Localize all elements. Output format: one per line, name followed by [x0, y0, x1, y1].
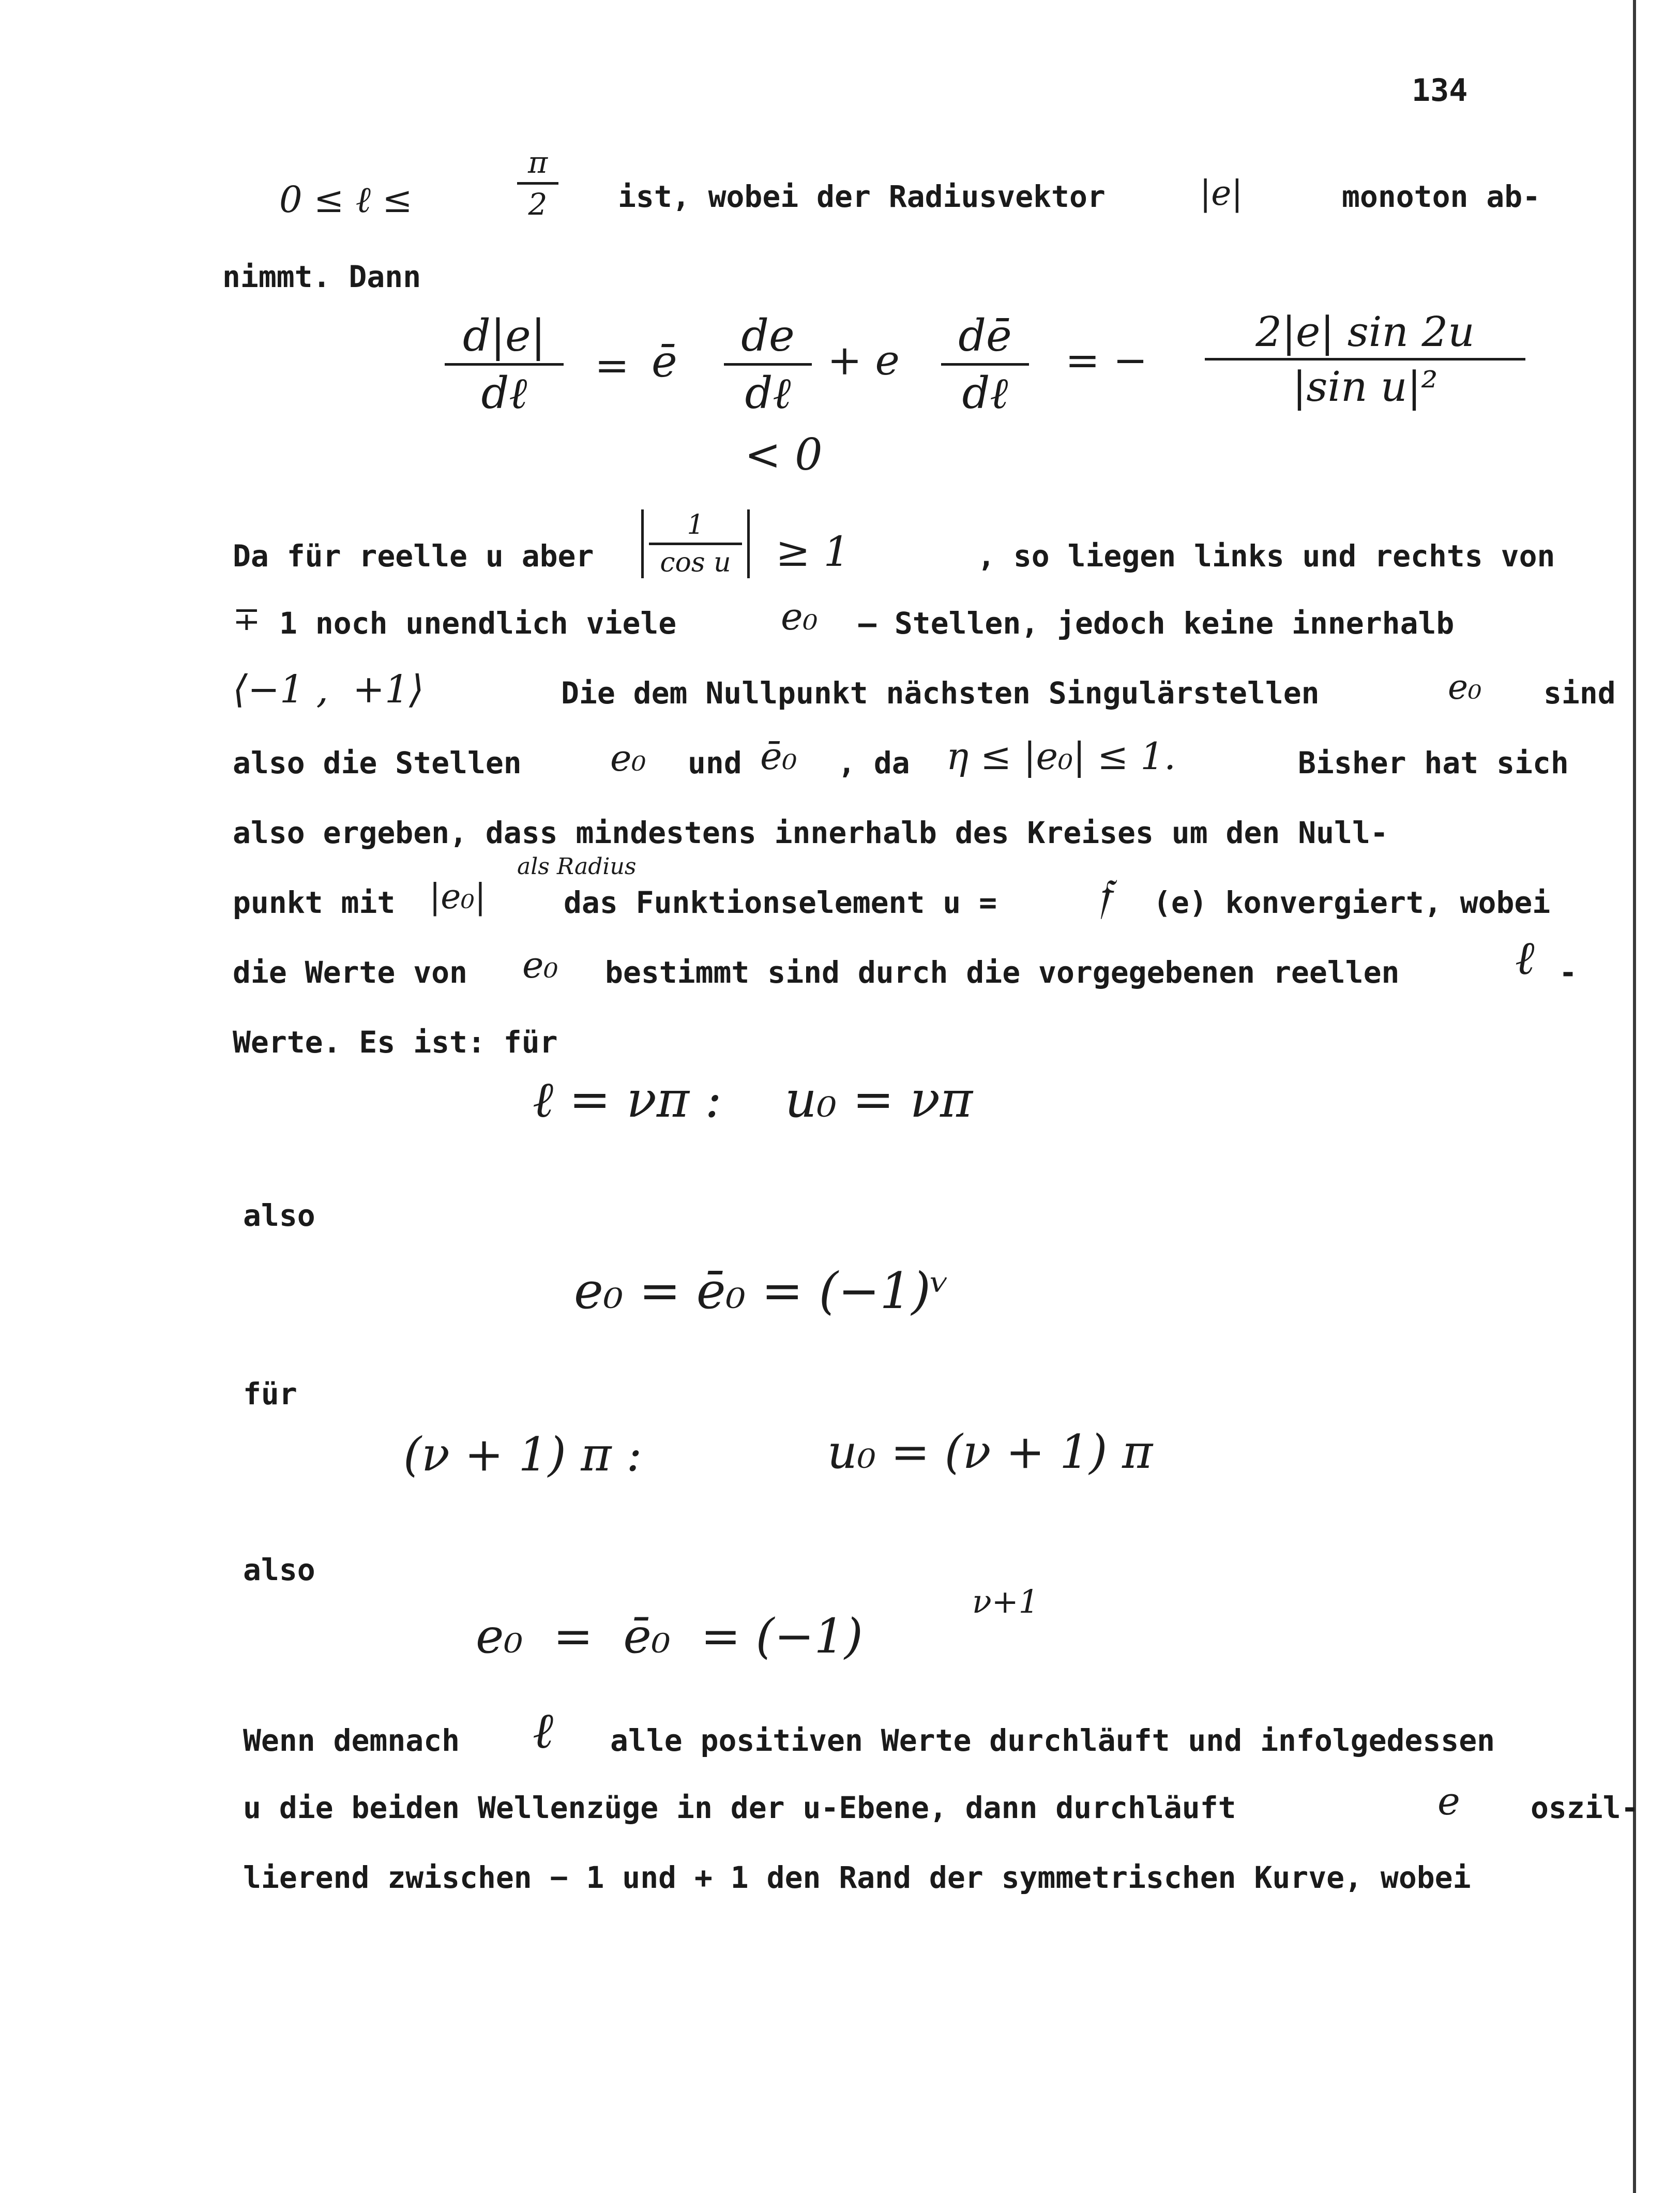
math-ge-one: ≥ 1 — [776, 528, 850, 576]
math-e0: e₀ — [1448, 667, 1482, 707]
text-line: Werte. Es ist: für — [233, 1025, 558, 1060]
text-line: punkt mit — [233, 885, 396, 920]
math-abs-e: |e| — [1200, 173, 1243, 213]
text-line: also — [243, 1198, 315, 1233]
math-ell: ℓ — [1515, 931, 1535, 985]
math-minus-plus: ∓ — [233, 600, 261, 638]
math-equals-minus: = − — [1065, 336, 1148, 384]
text-line: also ergeben, dass mindestens innerhalb des Kreises um den Null- — [233, 815, 1388, 850]
math-e0: e₀ — [610, 737, 646, 779]
fraction-denominator: cos u — [660, 547, 731, 578]
text-line: oszil- — [1531, 1790, 1639, 1825]
text-line: Die dem Nullpunkt nächsten Singulärstellen — [561, 675, 1320, 711]
text-line: also die Stellen — [233, 745, 522, 780]
fraction-numerator: 1 — [687, 509, 704, 540]
text-line: - — [1559, 955, 1577, 990]
text-line: und — [688, 745, 742, 780]
math-equation-4b: u₀ = (ν + 1) π — [827, 1425, 1153, 1479]
math-equation-3: e₀ = ē₀ = (−1)ᵛ — [574, 1262, 949, 1320]
math-equation-5: e₀ = ē₀ = (−1) — [476, 1609, 863, 1664]
page-edge-shadow — [1633, 0, 1636, 2193]
text-line: monoton ab- — [1342, 179, 1541, 214]
fraction-numerator: π — [527, 145, 548, 180]
text-line: lierend zwischen − 1 und + 1 den Rand der symmetrischen Kurve, wobei — [243, 1860, 1471, 1895]
math-abs-e0: |e₀| — [429, 877, 486, 917]
fraction-denominator: dℓ — [962, 368, 1008, 418]
fraction-bar — [724, 363, 812, 366]
fraction-numerator: 2|e| sin 2u — [1255, 308, 1475, 356]
math-equation-2: ℓ = νπ : u₀ = νπ — [533, 1071, 973, 1129]
fraction-denominator: dℓ — [481, 368, 527, 418]
math-function-f: 𝔣 — [1096, 869, 1110, 923]
text-line: für — [243, 1376, 297, 1411]
math-e: e — [1437, 1779, 1460, 1824]
text-line: — Stellen, jedoch keine innerhalb — [858, 606, 1455, 641]
text-line: die Werte von — [233, 955, 467, 990]
text-line: alle positiven Werte durchläuft und infolgedessen — [610, 1723, 1495, 1758]
math-inequality: 0 ≤ ℓ ≤ — [279, 178, 413, 221]
fraction-numerator: de — [741, 310, 795, 361]
math-e0: e₀ — [781, 595, 818, 638]
math-fraction-rhs — [1205, 308, 1525, 411]
math-fraction-lhs — [445, 310, 564, 419]
fraction-numerator: d|e| — [462, 310, 546, 361]
text-line: (e) konvergiert, wobei — [1153, 885, 1551, 920]
math-exponent: ν+1 — [972, 1583, 1039, 1620]
text-line: Bisher hat sich — [1298, 745, 1569, 780]
handwritten-insertion: als Radius — [517, 853, 637, 880]
math-fraction-de-dl — [724, 310, 812, 419]
math-abs-fraction — [641, 509, 750, 578]
fraction-denominator: |sin u|² — [1292, 363, 1438, 411]
math-bound: η ≤ |e₀| ≤ 1. — [946, 734, 1176, 778]
fraction-bar — [445, 363, 564, 366]
math-ell: ℓ — [533, 1702, 553, 1760]
math-interval: ⟨−1 , +1⟩ — [233, 667, 424, 712]
math-plus-e: + e — [827, 336, 900, 384]
text-line: , da — [838, 745, 910, 780]
text-line: also — [243, 1552, 315, 1587]
math-ebar: ē — [652, 336, 677, 387]
math-equals: = — [595, 341, 630, 389]
text-line: Wenn demnach — [243, 1723, 460, 1758]
fraction-bar — [941, 363, 1029, 366]
text-line: sind — [1543, 675, 1616, 711]
math-e0-bar: ē₀ — [760, 734, 797, 778]
fraction-bar — [649, 543, 742, 545]
text-line: nimmt. Dann — [222, 259, 421, 294]
text-line: 1 noch unendlich viele — [279, 606, 677, 641]
fraction-denominator: dℓ — [745, 368, 791, 418]
text-line: ist, wobei der Radiusvektor — [618, 179, 1106, 214]
page-number: 134 — [1412, 72, 1468, 109]
math-fraction-pi-half — [517, 145, 558, 222]
text-line: , so liegen links und rechts von — [977, 538, 1555, 574]
math-e0: e₀ — [522, 944, 558, 986]
text-line: das Funktionselement u = — [564, 885, 997, 920]
math-equation-4a: (ν + 1) π : — [403, 1428, 642, 1482]
fraction-denominator: 2 — [528, 187, 548, 222]
text-line: Da für reelle u aber — [233, 538, 594, 574]
fraction-bar — [1205, 358, 1525, 361]
math-less-zero: < 0 — [745, 429, 823, 480]
text-line: u die beiden Wellenzüge in der u-Ebene, dann durchläuft — [243, 1790, 1236, 1825]
fraction-bar — [517, 182, 558, 185]
fraction-numerator: dē — [958, 310, 1012, 361]
math-fraction-debar-dl — [941, 310, 1029, 419]
text-line: bestimmt sind durch die vorgegebenen reellen — [605, 955, 1400, 990]
